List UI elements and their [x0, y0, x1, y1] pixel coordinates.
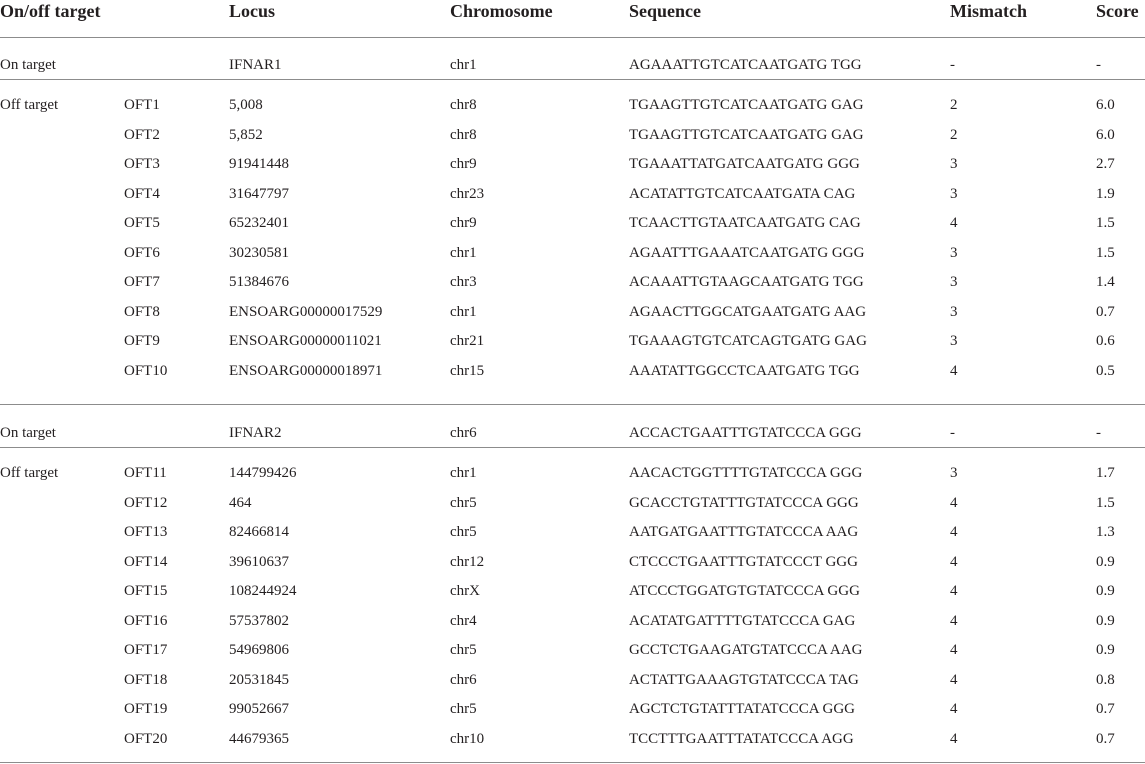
off-target-id: OFT9: [124, 333, 160, 349]
header-rule: [0, 37, 1145, 38]
off-target-mismatch: 4: [950, 583, 958, 599]
off-target-sequence: AGAACTTGGCATGAATGATG AAG: [629, 304, 867, 320]
off-target-chromosome: chr12: [450, 554, 485, 570]
on-target-locus: IFNAR2: [229, 425, 282, 441]
off-target-score: 1.5: [1096, 215, 1115, 231]
on-target-mismatch: -: [950, 57, 955, 73]
off-target-sequence: GCCTCTGAAGATGTATCCCA AAG: [629, 642, 863, 658]
off-target-mismatch: 4: [950, 613, 958, 629]
off-target-chromosome: chr4: [450, 613, 477, 629]
off-target-chromosome: chr3: [450, 274, 477, 290]
off-target-id: OFT2: [124, 127, 160, 143]
on-target-score: -: [1096, 425, 1101, 441]
off-target-locus: 57537802: [229, 613, 289, 629]
off-target-label: Off target: [0, 97, 59, 113]
off-target-sequence: ACATATGATTTTGTATCCCA GAG: [629, 613, 856, 629]
off-target-score: 6.0: [1096, 127, 1115, 143]
off-target-locus: 65232401: [229, 215, 289, 231]
off-target-locus: 144799426: [229, 465, 297, 481]
off-target-chromosome: chr5: [450, 495, 477, 511]
off-target-mismatch: 4: [950, 363, 958, 379]
off-target-id: OFT7: [124, 274, 160, 290]
off-target-mismatch: 4: [950, 731, 958, 747]
off-target-mismatch: 3: [950, 186, 958, 202]
off-target-chromosome: chr9: [450, 156, 477, 172]
header-target: On/off target: [0, 1, 101, 21]
off-target-sequence: ACAAATTGTAAGCAATGATG TGG: [629, 274, 864, 290]
off-target-locus: 108244924: [229, 583, 297, 599]
off-target-mismatch: 4: [950, 215, 958, 231]
off-target-chromosome: chr5: [450, 701, 477, 717]
off-target-mismatch: 4: [950, 672, 958, 688]
off-target-chromosome: chr21: [450, 333, 485, 349]
off-target-locus: 464: [229, 495, 252, 511]
off-target-id: OFT17: [124, 642, 168, 658]
off-target-locus: 91941448: [229, 156, 289, 172]
group-separator-rule: [0, 404, 1145, 405]
off-target-id: OFT5: [124, 215, 160, 231]
header-sequence: Sequence: [629, 1, 701, 21]
on-target-sequence: AGAAATTGTCATCAATGATG TGG: [629, 57, 862, 73]
off-target-mismatch: 3: [950, 156, 958, 172]
off-target-locus: 51384676: [229, 274, 289, 290]
off-target-locus: 99052667: [229, 701, 289, 717]
off-target-label: Off target: [0, 465, 59, 481]
off-target-sequence: AACACTGGTTTTGTATCCCA GGG: [629, 465, 863, 481]
table-bottom-rule: [0, 762, 1145, 763]
off-target-locus: 20531845: [229, 672, 289, 688]
off-target-id: OFT18: [124, 672, 168, 688]
header-score: Score: [1096, 1, 1139, 21]
off-target-id: OFT19: [124, 701, 168, 717]
on-target-chromosome: chr6: [450, 425, 477, 441]
header-chromosome: Chromosome: [450, 1, 553, 21]
off-target-score: 0.7: [1096, 304, 1115, 320]
off-target-chromosome: chr8: [450, 97, 477, 113]
off-target-locus: 5,008: [229, 97, 263, 113]
on-target-score: -: [1096, 57, 1101, 73]
off-target-score: 0.6: [1096, 333, 1115, 349]
off-target-sequence: TGAAATTATGATCAATGATG GGG: [629, 156, 860, 172]
off-target-score: 2.7: [1096, 156, 1115, 172]
off-target-sequence: TCCTTTGAATTTATATCCCA AGG: [629, 731, 854, 747]
off-target-id: OFT3: [124, 156, 160, 172]
off-target-id: OFT1: [124, 97, 160, 113]
on-target-label: On target: [0, 57, 56, 73]
off-target-chromosome: chr9: [450, 215, 477, 231]
off-target-id: OFT13: [124, 524, 168, 540]
off-target-score: 6.0: [1096, 97, 1115, 113]
off-target-sequence: AGAATTTGAAATCAATGATG GGG: [629, 245, 865, 261]
off-target-score: 0.7: [1096, 731, 1115, 747]
off-target-sequence: CTCCCTGAATTTGTATCCCT GGG: [629, 554, 858, 570]
off-target-id: OFT14: [124, 554, 168, 570]
off-target-score: 0.9: [1096, 613, 1115, 629]
off-target-id: OFT15: [124, 583, 168, 599]
off-target-chromosome: chr15: [450, 363, 485, 379]
off-target-id: OFT20: [124, 731, 168, 747]
off-target-id: OFT10: [124, 363, 168, 379]
off-target-chromosome: chr1: [450, 465, 477, 481]
off-target-score: 0.9: [1096, 554, 1115, 570]
off-target-mismatch: 4: [950, 524, 958, 540]
off-target-locus: ENSOARG00000018971: [229, 363, 383, 379]
off-target-locus: ENSOARG00000017529: [229, 304, 383, 320]
off-target-sequence: AAATATTGGCCTCAATGATG TGG: [629, 363, 860, 379]
off-target-mismatch: 3: [950, 465, 958, 481]
off-target-locus: 82466814: [229, 524, 289, 540]
off-target-score: 1.3: [1096, 524, 1115, 540]
off-target-id: OFT11: [124, 465, 167, 481]
off-target-chromosome: chr6: [450, 672, 477, 688]
off-target-mismatch: 3: [950, 333, 958, 349]
off-target-id: OFT4: [124, 186, 160, 202]
off-target-sequence: TGAAGTTGTCATCAATGATG GAG: [629, 127, 864, 143]
off-target-score: 0.7: [1096, 701, 1115, 717]
off-target-locus: 5,852: [229, 127, 263, 143]
off-target-score: 1.9: [1096, 186, 1115, 202]
off-target-mismatch: 2: [950, 97, 958, 113]
on-target-rule: [0, 447, 1145, 448]
on-target-chromosome: chr1: [450, 57, 477, 73]
off-target-id: OFT6: [124, 245, 160, 261]
off-target-sequence: ATCCCTGGATGTGTATCCCA GGG: [629, 583, 860, 599]
off-target-score: 1.5: [1096, 495, 1115, 511]
on-target-rule: [0, 79, 1145, 80]
off-target-chromosome: chr1: [450, 245, 477, 261]
off-target-locus: 39610637: [229, 554, 289, 570]
off-target-mismatch: 3: [950, 304, 958, 320]
off-target-mismatch: 3: [950, 245, 958, 261]
off-target-id: OFT12: [124, 495, 168, 511]
off-target-locus: 54969806: [229, 642, 289, 658]
off-target-score: 0.9: [1096, 583, 1115, 599]
off-target-id: OFT8: [124, 304, 160, 320]
header-locus: Locus: [229, 1, 276, 21]
off-target-score: 0.8: [1096, 672, 1115, 688]
off-target-mismatch: 3: [950, 274, 958, 290]
off-target-locus: ENSOARG00000011021: [229, 333, 382, 349]
on-target-locus: IFNAR1: [229, 57, 282, 73]
off-target-score: 0.9: [1096, 642, 1115, 658]
on-target-label: On target: [0, 425, 56, 441]
off-target-score: 1.7: [1096, 465, 1115, 481]
off-target-sequence: AATGATGAATTTGTATCCCA AAG: [629, 524, 859, 540]
off-target-sequence: TGAAAGTGTCATCAGTGATG GAG: [629, 333, 867, 349]
off-target-chromosome: chr8: [450, 127, 477, 143]
off-target-score: 0.5: [1096, 363, 1115, 379]
off-target-sequence: ACATATTGTCATCAATGATA CAG: [629, 186, 856, 202]
off-target-sequence: ACTATTGAAAGTGTATCCCA TAG: [629, 672, 859, 688]
off-target-sequence: GCACCTGTATTTGTATCCCA GGG: [629, 495, 859, 511]
on-target-sequence: ACCACTGAATTTGTATCCCA GGG: [629, 425, 862, 441]
off-target-sequence: TCAACTTGTAATCAATGATG CAG: [629, 215, 861, 231]
off-target-chromosome: chr5: [450, 642, 477, 658]
off-target-chromosome: chr23: [450, 186, 485, 202]
off-target-mismatch: 4: [950, 701, 958, 717]
off-target-score: 1.5: [1096, 245, 1115, 261]
off-target-score: 1.4: [1096, 274, 1115, 290]
off-target-locus: 44679365: [229, 731, 289, 747]
off-target-sequence: TGAAGTTGTCATCAATGATG GAG: [629, 97, 864, 113]
off-target-locus: 30230581: [229, 245, 289, 261]
off-target-id: OFT16: [124, 613, 168, 629]
off-target-mismatch: 4: [950, 642, 958, 658]
on-target-mismatch: -: [950, 425, 955, 441]
off-target-mismatch: 4: [950, 495, 958, 511]
off-target-chromosome: chr10: [450, 731, 485, 747]
off-target-chromosome: chr1: [450, 304, 477, 320]
header-mismatch: Mismatch: [950, 1, 1027, 21]
off-target-sequence: AGCTCTGTATTTATATCCCA GGG: [629, 701, 855, 717]
off-target-locus: 31647797: [229, 186, 289, 202]
off-target-mismatch: 2: [950, 127, 958, 143]
off-target-chromosome: chrX: [450, 583, 480, 599]
off-target-mismatch: 4: [950, 554, 958, 570]
off-target-chromosome: chr5: [450, 524, 477, 540]
